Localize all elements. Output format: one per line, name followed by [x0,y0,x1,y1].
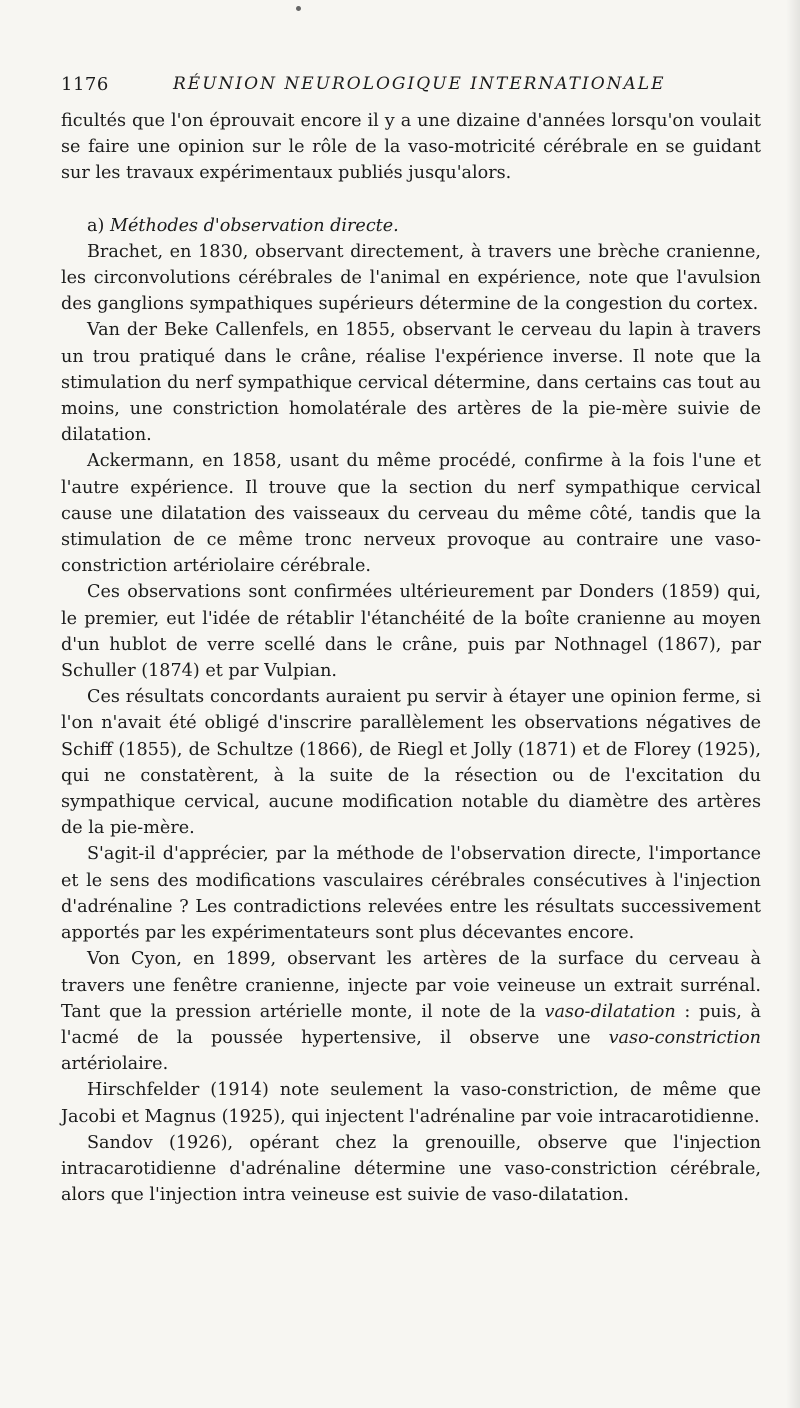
paragraph-von-cyon [61,946,761,1077]
emphasis-vaso-constriction: vaso-constriction [608,1027,761,1048]
von-cyon-text-b: : puis, à l'acmé de la poussée hypertensive, il observe une [61,1001,761,1048]
page-edge-shadow [786,0,800,1408]
ink-speck [296,6,301,11]
paragraph-adrenaline-question: S'agit-il d'apprécier, par la méthode de l'observation directe, l'importance et le sens des modifications vasculaires cérébrales consécutives à l'injection d'adrénaline ? Les contradictions relevées entre les résultats successivement apportés par les expérimentateurs sont plus décevantes encore. [61,844,761,944]
paragraph-ackermann: Ackermann, en 1858, usant du même procédé, confirme à la fois l'une et l'autre expérience. Il trouve que la section du nerf sympathique cervical cause une dilatation des vaisseaux du cerveau du même côté, tandis que la stimulation de ce même tronc nerveux provoque au contraire une vaso-constriction artériolaire cérébrale. [61,451,761,577]
paragraph-continuation: ficultés que l'on éprouvait encore il y a une dizaine d'années lorsqu'on voulait se faire une opinion sur le rôle de la vaso-motricité cérébrale en se guidant sur les travaux expérimentaux publiés jusqu'alors. [61,111,761,184]
emphasis-vaso-dilatation: vaso-dilatation [544,1001,676,1022]
von-cyon-text-a: Von Cyon, en 1899, observant les artères de la surface du cerveau à travers une fenêtre cranienne, injecte par voie veineuse un extrait surrénal. Tant que la pression artérielle monte, il note de la [61,949,761,1022]
paragraph-donders: Ces observations sont confirmées ultérieurement par Donders (1859) qui, le premier, eut l'idée de rétablir l'étanchéité de la boîte cranienne au moyen d'un hublot de verre scellé dans le crâne, puis par Nothnagel (1867), par Schuller (1874) et par Vulpian. [61,582,761,682]
page-number: 1176 [61,74,109,95]
von-cyon-text-c: artériolaire. [61,1054,169,1075]
section-title: Méthodes d'observation directe. [109,215,399,236]
running-title: RÉUNION NEUROLOGIQUE INTERNATIONALE [173,74,666,94]
body-text [61,108,761,1208]
paragraph-hirschfelder: Hirschfelder (1914) note seulement la vaso-constriction, de même que Jacobi et Magnus (1925), qui injectent l'adrénaline par voie intracarotidienne. [61,1080,761,1127]
paragraph-negative-observations: Ces résultats concordants auraient pu servir à étayer une opinion ferme, si l'on n'avait été obligé d'inscrire parallèlement les observations négatives de Schiff (1855), de Schultze (1866), de Riegl et Jolly (1871) et de Florey (1925), qui ne constatèrent, à la suite de la résection ou de l'excitation du sympathique cervical, aucune modification notable du diamètre des artères de la pie-mère. [61,687,761,839]
page-header [61,74,761,98]
paragraph-van-der-beke: Van der Beke Callenfels, en 1855, observant le cerveau du lapin à travers un trou pratiqué dans le crâne, réalise l'expérience inverse. Il note que la stimulation du nerf sympathique cervical détermine, dans certains cas tout au moins, une constriction homolatérale des artères de la pie-mère suivie de dilatation. [61,320,761,446]
paragraph-sandov: Sandov (1926), opérant chez la grenouille, observe que l'injection intracarotidienne d'adrénaline détermine une vaso-constriction cérébrale, alors que l'injection intra veineuse est suivie de vaso-dilatation. [61,1132,761,1206]
section-heading [61,213,761,239]
section-label: a) [87,215,105,236]
paragraph-brachet: Brachet, en 1830, observant directement, à travers une brèche cranienne, les circonvolutions cérébrales de l'animal en expérience, note que l'avulsion des ganglions sympathiques supérieurs détermine de la congestion du cortex. [61,241,761,315]
